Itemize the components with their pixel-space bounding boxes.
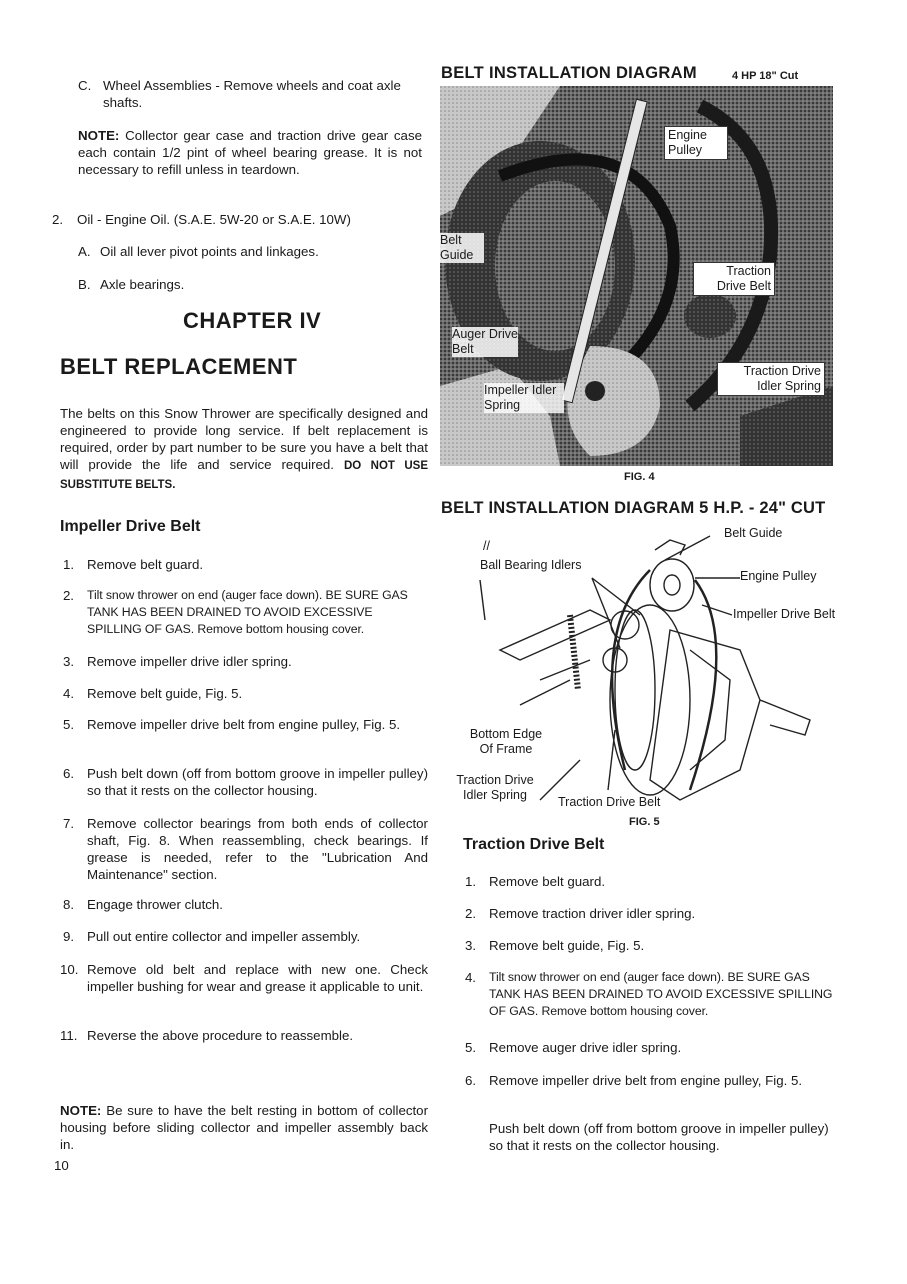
item-2b-letter: B.	[78, 277, 91, 292]
step-text: Remove old belt and replace with new one. Check impeller bushing for wear and grease it applicable to unit.	[87, 962, 428, 994]
step-number: 10.	[60, 962, 79, 977]
impeller-step-10	[60, 961, 428, 995]
traction-step-4	[462, 969, 842, 1020]
fig5-label-ball-bearing-idlers: Ball Bearing Idlers	[480, 558, 582, 572]
step-text: Engage thrower clutch.	[87, 897, 224, 912]
impeller-step-6	[60, 765, 428, 799]
traction-step-5	[462, 1039, 842, 1056]
step-number: 4.	[465, 970, 476, 985]
step-text: Pull out entire collector and impeller assembly.	[87, 929, 361, 944]
chapter-heading: CHAPTER IV	[183, 308, 322, 333]
step-number: 5.	[465, 1040, 477, 1055]
traction-step-7	[462, 1120, 842, 1154]
impeller-heading: Impeller Drive Belt	[60, 518, 201, 535]
intro-warning: DO NOT USE SUBSTITUTE BELTS.	[60, 460, 429, 491]
item-2-number: 2.	[52, 212, 64, 227]
fig4-label-auger-drive-belt: Auger Drive Belt	[452, 327, 518, 356]
step-number: 7.	[63, 816, 75, 831]
item-c-text: Wheel Assemblies - Remove wheels and coat axle shafts.	[103, 78, 401, 110]
item-2b	[78, 276, 422, 293]
fig5-label-impeller-drive-belt: Impeller Drive Belt	[733, 607, 836, 621]
intro-text: The belts on this Snow Thrower are specifically designed and engineered to provide long service. If belt replacement is required, order by part number to be sure you have a belt that will provide the life and service required.	[60, 406, 428, 472]
fig4-photo	[440, 86, 833, 466]
fig4-label-impeller-idler-spring: Impeller Idler Spring	[484, 383, 564, 413]
traction-heading: Traction Drive Belt	[463, 836, 605, 853]
fig5-caption: FIG. 5	[629, 816, 660, 828]
step-number: 1.	[63, 557, 75, 572]
step-text: Tilt snow thrower on end (auger face down). BE SURE GAS TANK HAS BEEN DRAINED TO AVOID EXCESSIVE SPILLING OF GAS. Remove bottom housing cover.	[87, 588, 408, 636]
step-text: Remove belt guard.	[489, 874, 606, 889]
traction-step-6	[462, 1072, 842, 1089]
step-text: Remove impeller drive belt from engine pulley, Fig. 5.	[489, 1073, 803, 1088]
impeller-step-11	[60, 1027, 428, 1044]
fig5-label-traction-idler-spring: Traction Drive Idler Spring	[456, 773, 534, 802]
traction-step-1	[462, 873, 842, 890]
item-2a-text: Oil all lever pivot points and linkages.	[100, 244, 319, 259]
fig4-caption: FIG. 4	[624, 471, 655, 483]
note-text: Collector gear case and traction drive gear case each contain 1/2 pint of wheel bearing grease. It is not necessary to refill unless in teardown.	[78, 128, 423, 177]
impeller-step-4	[60, 685, 428, 702]
impeller-step-3	[60, 653, 428, 670]
fig4-subtitle: 4 HP 18" Cut	[732, 70, 799, 82]
item-2a	[78, 243, 422, 260]
item-2-text: Oil - Engine Oil. (S.A.E. 5W-20 or S.A.E. 10W)	[77, 212, 351, 227]
step-number: 6.	[465, 1073, 477, 1088]
fig5-label-traction-drive-belt: Traction Drive Belt	[558, 795, 661, 809]
fig4-label-traction-drive-belt: Traction Drive Belt	[693, 262, 775, 296]
step-text: Remove impeller drive idler spring.	[87, 654, 292, 669]
step-number: 2.	[465, 906, 477, 921]
fig5-title: BELT INSTALLATION DIAGRAM 5 H.P. - 24" CUT	[441, 499, 826, 517]
fig4-title: BELT INSTALLATION DIAGRAM	[441, 64, 697, 82]
step-text: Reverse the above procedure to reassemble.	[87, 1028, 354, 1043]
fig5-label-engine-pulley: Engine Pulley	[740, 569, 817, 583]
step-number: 3.	[63, 654, 75, 669]
intro-paragraph	[60, 405, 428, 494]
note-collector	[60, 1102, 428, 1153]
section-title: BELT REPLACEMENT	[60, 354, 298, 379]
step-number: 9.	[63, 929, 75, 944]
page-number: 10	[54, 1158, 69, 1173]
note-grease	[78, 127, 422, 178]
step-text: Remove auger drive idler spring.	[489, 1040, 682, 1055]
step-text: Remove belt guide, Fig. 5.	[489, 938, 645, 953]
item-2b-text: Axle bearings.	[100, 277, 185, 292]
item-2a-letter: A.	[78, 244, 91, 259]
step-number: 5.	[63, 717, 75, 732]
step-text: Push belt down (off from bottom groove in impeller pulley) so that it rests on the collector housing.	[489, 1121, 829, 1153]
step-number: 1.	[465, 874, 477, 889]
impeller-step-1	[60, 556, 428, 573]
step-number: 11.	[60, 1028, 78, 1043]
fig4-label-traction-idler-spring: Traction Drive Idler Spring	[717, 362, 825, 396]
traction-step-3	[462, 937, 842, 954]
step-number: 3.	[465, 938, 477, 953]
step-text: Remove belt guard.	[87, 557, 204, 572]
impeller-step-8	[60, 896, 428, 913]
item-2	[52, 211, 422, 228]
step-number: 8.	[63, 897, 75, 912]
impeller-step-9	[60, 928, 428, 945]
impeller-step-2	[60, 587, 428, 638]
item-c	[78, 77, 428, 111]
step-number: 4.	[63, 686, 75, 701]
item-c-letter: C.	[78, 78, 92, 93]
fig5-mark: //	[483, 539, 490, 553]
fig5-label-bottom-edge: Bottom Edge Of Frame	[469, 727, 543, 756]
step-number: 2.	[63, 588, 74, 603]
note-label: NOTE:	[78, 128, 120, 143]
note-label: NOTE:	[60, 1103, 102, 1118]
impeller-step-7	[60, 815, 428, 883]
step-text: Remove belt guide, Fig. 5.	[87, 686, 243, 701]
step-text: Remove impeller drive belt from engine pulley, Fig. 5.	[87, 717, 401, 732]
step-text: Remove collector bearings from both ends of collector shaft, Fig. 8. When reassembling, check bearings. If grease is needed, refer to the "Lubrication And Maintenance" section.	[87, 816, 428, 882]
step-number: 6.	[63, 766, 75, 781]
note-text: Be sure to have the belt resting in bottom of collector housing before sliding collector and impeller assembly back in.	[60, 1103, 428, 1152]
fig5-label-belt-guide: Belt Guide	[724, 526, 783, 540]
fig4-label-engine-pulley: Engine Pulley	[664, 126, 728, 160]
step-text: Push belt down (off from bottom groove in impeller pulley) so that it rests on the collector housing.	[87, 766, 428, 798]
fig5-diagram	[440, 520, 880, 820]
fig4-label-belt-guide: Belt Guide	[440, 233, 484, 263]
step-text: Tilt snow thrower on end (auger face down). BE SURE GAS TANK HAS BEEN DRAINED TO AVOID EXCESSIVE SPILLING OF GAS. Remove bottom housing cover.	[489, 970, 833, 1018]
traction-step-2	[462, 905, 842, 922]
step-text: Remove traction driver idler spring.	[489, 906, 696, 921]
impeller-step-5	[60, 716, 428, 733]
